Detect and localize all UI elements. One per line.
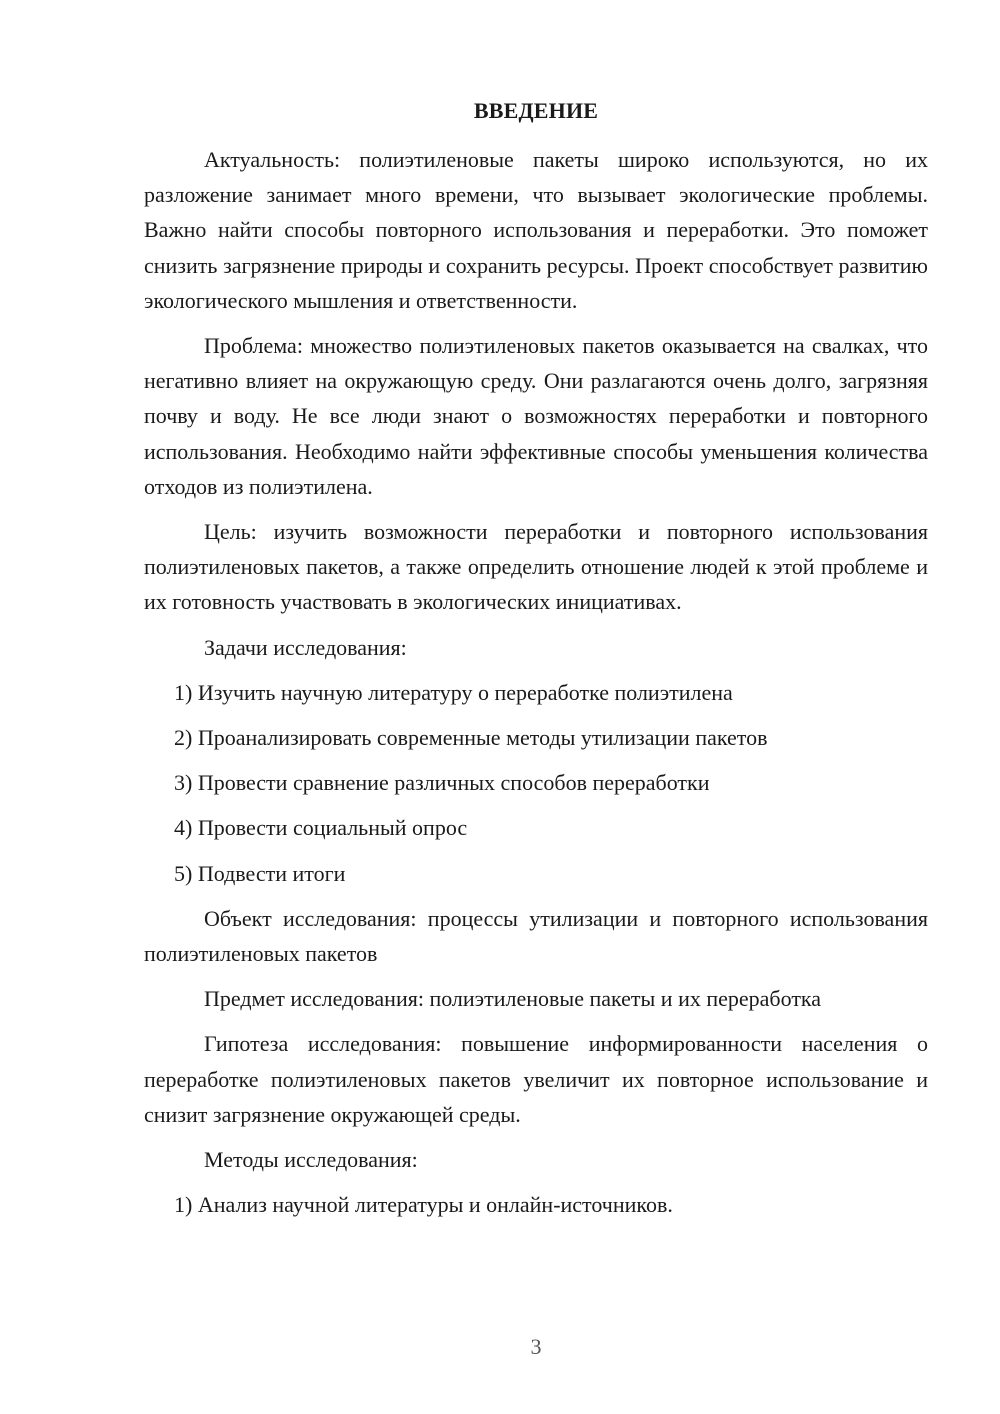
task-item: 5) Подвести итоги [174,860,346,886]
relevance-paragraph: Актуальность: полиэтиленовые пакеты широко используются, но их разложение занимает много времени, что вызывает экологические проблемы. Важно найти способы повторного использования и переработки. Это поможет снизить загрязнение природы и сохранить ресурсы. Проект способствует развитию экологического мышления и ответственности. [144,147,928,313]
goal-paragraph: Цель: изучить возможности переработки и повторного использования полиэтиленовых пакетов, а также определить отношение людей к этой проблеме и их готовность участвовать в экологических инициативах. [144,519,928,615]
page-number: 3 [530,1334,542,1359]
hypothesis-paragraph: Гипотеза исследования: повышение информированности населения о переработке полиэтиленовых пакетов увеличит их повторное использование и снизит загрязнение окружающей среды. [144,1031,928,1127]
problem-paragraph: Проблема: множество полиэтиленовых пакетов оказывается на свалках, что негативно влияет на окружающую среду. Они разлагаются очень долго, загрязняя почву и воду. Не все люди знают о возможностях переработки и повторного использования. Необходимо найти эффективные способы уменьшения количества отходов из полиэтилена. [144,333,928,499]
tasks-heading: Задачи исследования: [204,634,407,660]
subject-paragraph: Предмет исследования: полиэтиленовые пакеты и их переработка [204,986,822,1012]
task-item: 4) Провести социальный опрос [174,815,468,841]
task-item: 1) Изучить научную литературу о переработке полиэтилена [174,679,733,705]
document-page [144,0,928,1414]
task-item: 3) Провести сравнение различных способов переработки [174,770,710,796]
object-paragraph: Объект исследования: процессы утилизации и повторного использования полиэтиленовых пакетов [144,905,928,967]
document-body [144,142,928,1232]
section-title: ВВЕДЕНИЕ [473,98,599,123]
task-item: 2) Проанализировать современные методы утилизации пакетов [174,725,768,751]
method-item: 1) Анализ научной литературы и онлайн-источников. [174,1192,673,1218]
methods-heading: Методы исследования: [204,1147,418,1173]
